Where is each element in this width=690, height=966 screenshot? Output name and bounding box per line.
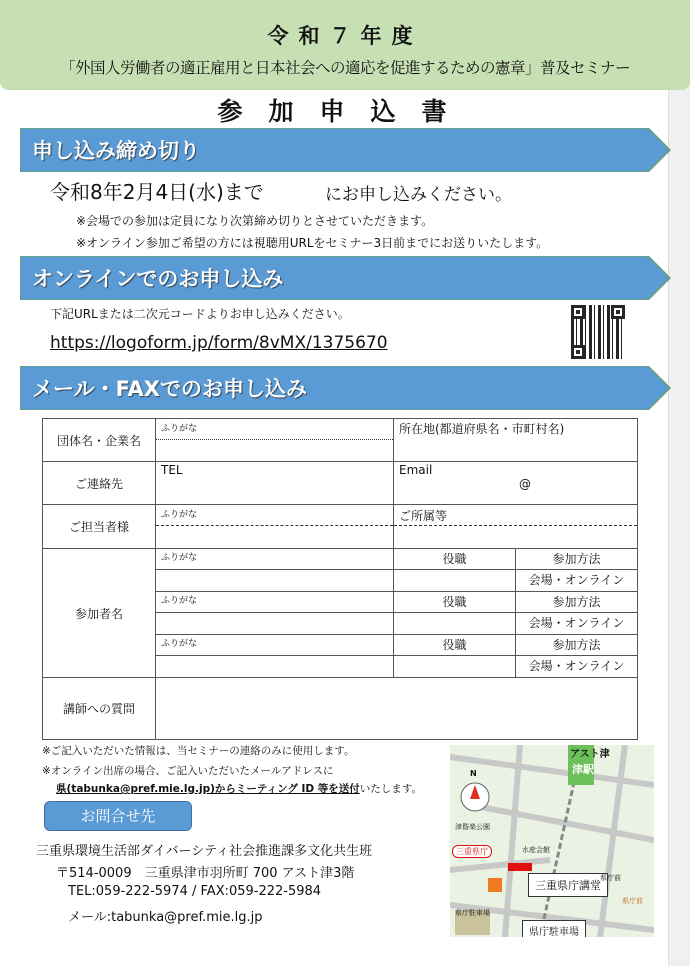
qr-finder-icon — [571, 345, 585, 359]
at-sign: @ — [519, 477, 531, 491]
header-subtitle: 「外国人労働者の適正雇用と日本社会への適応を促進するための憲章」普及セミナー — [59, 59, 630, 77]
header — [0, 0, 690, 90]
application-form — [42, 418, 638, 740]
deadline-note-2: ※オンライン参加ご希望の方には視聴用URLをセミナー3日前までにお送りいたします。 — [76, 236, 549, 250]
participant-3-name[interactable] — [156, 656, 394, 678]
contact-button: お問合せ先 — [44, 801, 192, 831]
question-label: 講師への質問 — [43, 678, 156, 740]
participant-2-name[interactable] — [156, 613, 394, 635]
participant-3-furigana[interactable]: ふりがな — [156, 635, 394, 656]
map-label-park: 津偕楽公園 — [455, 823, 490, 831]
mailfax-heading: メール・FAXでのお申し込み — [32, 377, 307, 401]
participant-label: 参加者名 — [43, 549, 156, 678]
online-banner — [20, 256, 672, 300]
contact-dept: 三重県環境生活部ダイバーシティ社会推進課多文化共生班 — [36, 844, 373, 859]
participant-2-role[interactable] — [394, 613, 516, 635]
note-3-underlined: 県(tabunka@pref.mie.lg.jp)からミーティング ID 等を送付 — [56, 783, 360, 795]
map-label-busstop-2: 県庁前 — [622, 897, 643, 905]
tel-field[interactable]: TEL — [156, 462, 394, 505]
participant-2-furigana[interactable]: ふりがな — [156, 592, 394, 613]
map-label-parking-small: 県庁駐車場 — [455, 909, 490, 917]
deadline-heading: 申し込み締め切り — [32, 139, 200, 163]
address-field[interactable]: 所在地(都道府県名・市町村名) — [394, 419, 638, 462]
furigana-label: ふりがな — [156, 419, 393, 440]
participant-1-furigana[interactable]: ふりがな — [156, 549, 394, 570]
email-field[interactable] — [394, 462, 638, 505]
participant-2-method[interactable]: 会場・オンライン — [516, 613, 638, 635]
participant-1-role-label: 役職 — [394, 549, 516, 570]
header-year: 令和７年度 — [267, 24, 423, 48]
qr-code-icon[interactable] — [571, 305, 625, 359]
deadline-date: 令和8年2月4日(水)まで — [50, 180, 264, 204]
furigana-label: ふりがな — [156, 505, 393, 526]
participant-1-role[interactable] — [394, 570, 516, 592]
participant-3-role-label: 役職 — [394, 635, 516, 656]
org-name-field[interactable] — [156, 419, 394, 462]
participant-1-method-label: 参加方法 — [516, 549, 638, 570]
person-label: ご担当者様 — [43, 505, 156, 549]
page-title: 参加申込書 — [217, 97, 473, 126]
map-label-hall: 水産会館 — [522, 846, 550, 854]
person-name-field[interactable] — [156, 505, 394, 549]
participant-2-role-label: 役職 — [394, 592, 516, 613]
online-heading: オンラインでのお申し込み — [32, 267, 284, 291]
participant-1-method[interactable]: 会場・オンライン — [516, 570, 638, 592]
participant-3-method-label: 参加方法 — [516, 635, 638, 656]
map-label-ast: アスト津 — [570, 749, 610, 760]
question-field[interactable] — [156, 678, 638, 740]
deadline-note-1: ※会場での参加は定員になり次第締め切りとさせていただきます。 — [76, 214, 434, 228]
map-label-pref: 三重県庁 — [452, 845, 492, 858]
participant-3-role[interactable] — [394, 656, 516, 678]
note-3-rest: いたします。 — [359, 783, 422, 795]
participant-3-method[interactable]: 会場・オンライン — [516, 656, 638, 678]
deadline-banner — [20, 128, 672, 172]
note-3 — [56, 781, 422, 796]
org-label: 団体名・企業名 — [43, 419, 156, 462]
map-label-busstop-1: 県庁前 — [600, 874, 621, 882]
contact-mail: メール:tabunka@pref.mie.lg.jp — [68, 910, 263, 925]
participant-1-name[interactable] — [156, 570, 394, 592]
contact-address: 〒514-0009 三重県津市羽所町 700 アスト津3階 — [56, 866, 355, 881]
qr-finder-icon — [571, 305, 585, 319]
contact-label: ご連絡先 — [43, 462, 156, 505]
online-instruction: 下記URLまたは二次元コードよりお申し込みください。 — [50, 307, 350, 321]
online-form-link[interactable]: https://logoform.jp/form/8vMX/1375670 — [50, 333, 388, 353]
map-north-label: N — [470, 769, 477, 778]
contact-phone: TEL:059-222-5974 / FAX:059-222-5984 — [68, 884, 322, 899]
dept-label: ご所属等 — [394, 505, 637, 526]
access-map — [450, 745, 654, 937]
deadline-suffix: にお申し込みください。 — [325, 185, 512, 205]
mailfax-banner — [20, 366, 672, 410]
participant-2-method-label: 参加方法 — [516, 592, 638, 613]
map-label-parking: 県庁駐車場 — [522, 920, 586, 937]
note-2: ※オンライン出席の場合、ご記入いただいたメールアドレスに — [42, 765, 334, 777]
map-label-station: 津駅 — [572, 763, 594, 776]
qr-finder-icon — [611, 305, 625, 319]
dept-field[interactable] — [394, 505, 638, 549]
note-1: ※ご記入いただいた情報は、当セミナーの連絡のみに使用します。 — [42, 745, 355, 757]
map-label-venue: 三重県庁講堂 — [528, 873, 608, 897]
email-label: Email — [399, 463, 433, 477]
